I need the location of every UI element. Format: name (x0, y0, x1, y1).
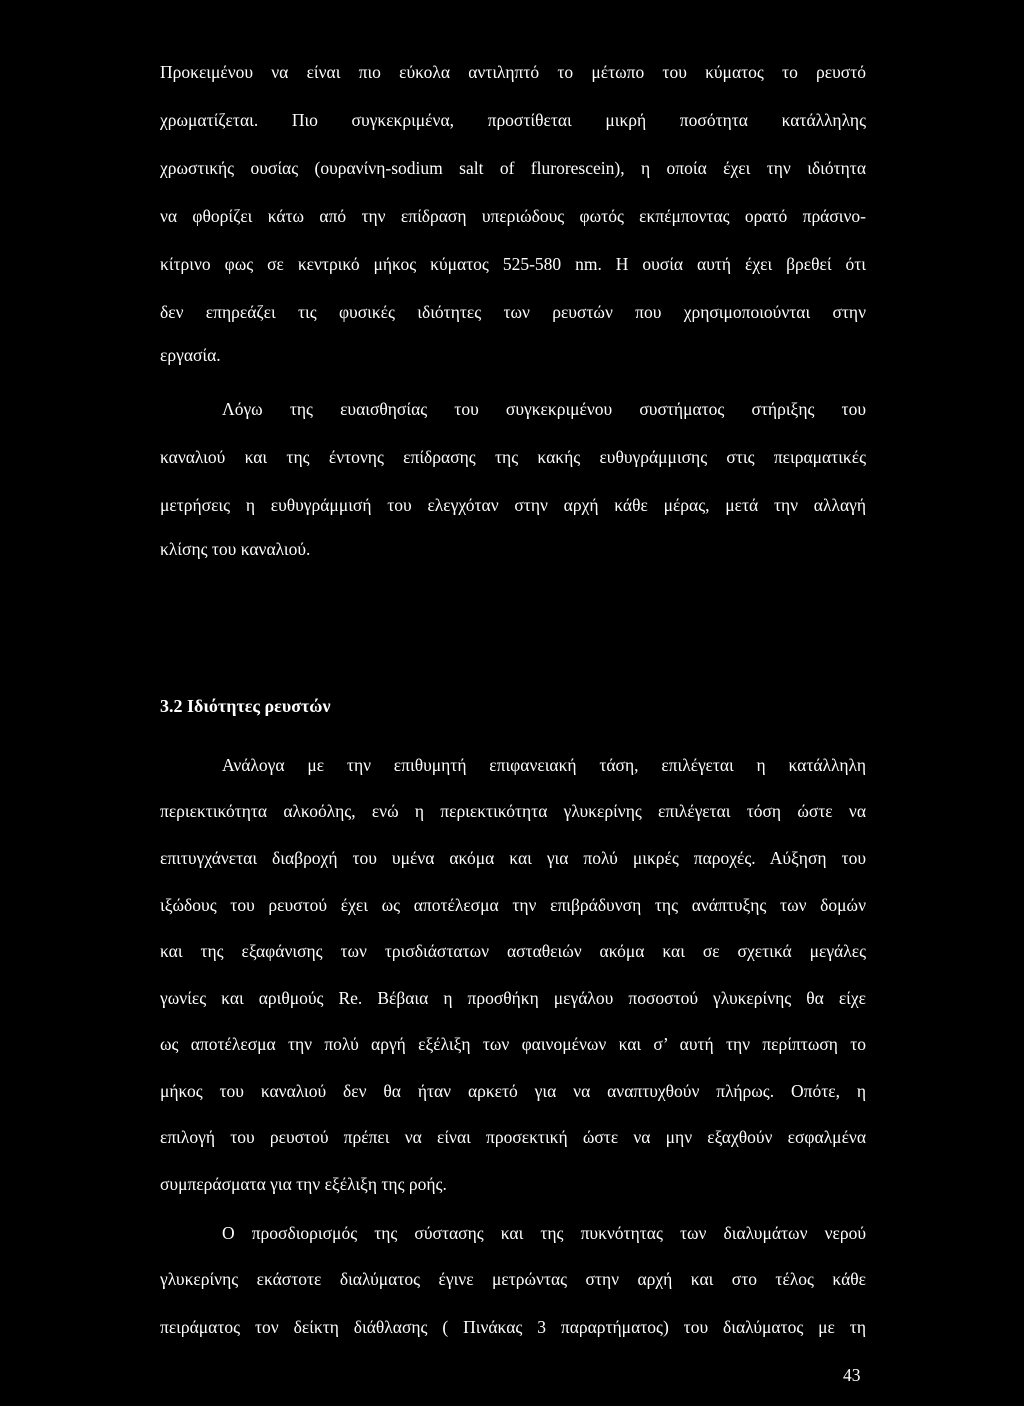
paragraph-4-line-3: πειράματος τον δείκτη διάθλασης ( Πινάκας 3 παραρτήματος) του διαλύματος με τη (160, 1317, 866, 1337)
page-number: 43 (843, 1365, 861, 1385)
paragraph-4-line-2: γλυκερίνης εκάστοτε διαλύματος έγινε μετρώντας στην αρχή και στο τέλος κάθε (160, 1269, 866, 1289)
paragraph-3-line-9: επιλογή του ρευστού πρέπει να είναι προσεκτική ώστε να μην εξαχθούν εσφαλμένα (160, 1127, 866, 1147)
paragraph-3-line-5: και της εξαφάνισης των τρισδιάστατων ασταθειών ακόμα και σε σχετικά μεγάλες (160, 941, 866, 961)
paragraph-3-line-7: ως αποτέλεσμα την πολύ αργή εξέλιξη των φαινομένων και σ’ αυτή την περίπτωση το (160, 1034, 866, 1054)
paragraph-4-line-1: Ο προσδιορισμός της σύστασης και της πυκνότητας των διαλυμάτων νερού (222, 1223, 866, 1243)
paragraph-1-line-7: εργασία. (160, 345, 221, 365)
paragraph-2-line-4: κλίσης του καναλιού. (160, 539, 311, 559)
paragraph-3-line-6: γωνίες και αριθμούς Re. Βέβαια η προσθήκη μεγάλου ποσοστού γλυκερίνης θα είχε (160, 988, 866, 1008)
paragraph-2-line-3: μετρήσεις η ευθυγράμμισή του ελεγχόταν στην αρχή κάθε μέρας, μετά την αλλαγή (160, 495, 866, 515)
paragraph-1-line-3: χρωστικής ουσίας (ουρανίνη-sodium salt of flurorescein), η οποία έχει την ιδιότητα (160, 158, 866, 178)
section-heading: 3.2 Ιδιότητες ρευστών (160, 696, 331, 716)
paragraph-3-line-4: ιξώδους του ρευστού έχει ως αποτέλεσμα την επιβράδυνση της ανάπτυξης των δομών (160, 895, 866, 915)
paragraph-3-line-3: επιτυγχάνεται διαβροχή του υμένα ακόμα και για πολύ μικρές παροχές. Αύξηση του (160, 848, 866, 868)
paragraph-1-line-5: κίτρινο φως σε κεντρικό μήκος κύματος 525-580 nm. Η ουσία αυτή έχει βρεθεί ότι (160, 254, 866, 274)
paragraph-2-line-2: καναλιού και της έντονης επίδρασης της κακής ευθυγράμμισης στις πειραματικές (160, 447, 866, 467)
paragraph-3-line-2: περιεκτικότητα αλκοόλης, ενώ η περιεκτικότητα γλυκερίνης επιλέγεται τόση ώστε να (160, 801, 866, 821)
paragraph-1-line-2: χρωματίζεται. Πιο συγκεκριμένα, προστίθεται μικρή ποσότητα κατάλληλης (160, 110, 866, 130)
paragraph-3-line-1: Ανάλογα με την επιθυμητή επιφανειακή τάση, επιλέγεται η κατάλληλη (222, 755, 866, 775)
paragraph-1-line-4: να φθορίζει κάτω από την επίδραση υπεριώδους φωτός εκπέμποντας ορατό πράσινο- (160, 206, 866, 226)
paragraph-3-line-10: συμπεράσματα για την εξέλιξη της ροής. (160, 1174, 447, 1194)
paragraph-1-line-1: Προκειμένου να είναι πιο εύκολα αντιληπτό το μέτωπο του κύματος το ρευστό (160, 62, 866, 82)
paragraph-3-line-8: μήκος του καναλιού δεν θα ήταν αρκετό για να αναπτυχθούν πλήρως. Οπότε, η (160, 1081, 866, 1101)
paragraph-2-line-1: Λόγω της ευαισθησίας του συγκεκριμένου συστήματος στήριξης του (222, 399, 866, 419)
paragraph-1-line-6: δεν επηρεάζει τις φυσικές ιδιότητες των ρευστών που χρησιμοποιούνται στην (160, 302, 866, 322)
